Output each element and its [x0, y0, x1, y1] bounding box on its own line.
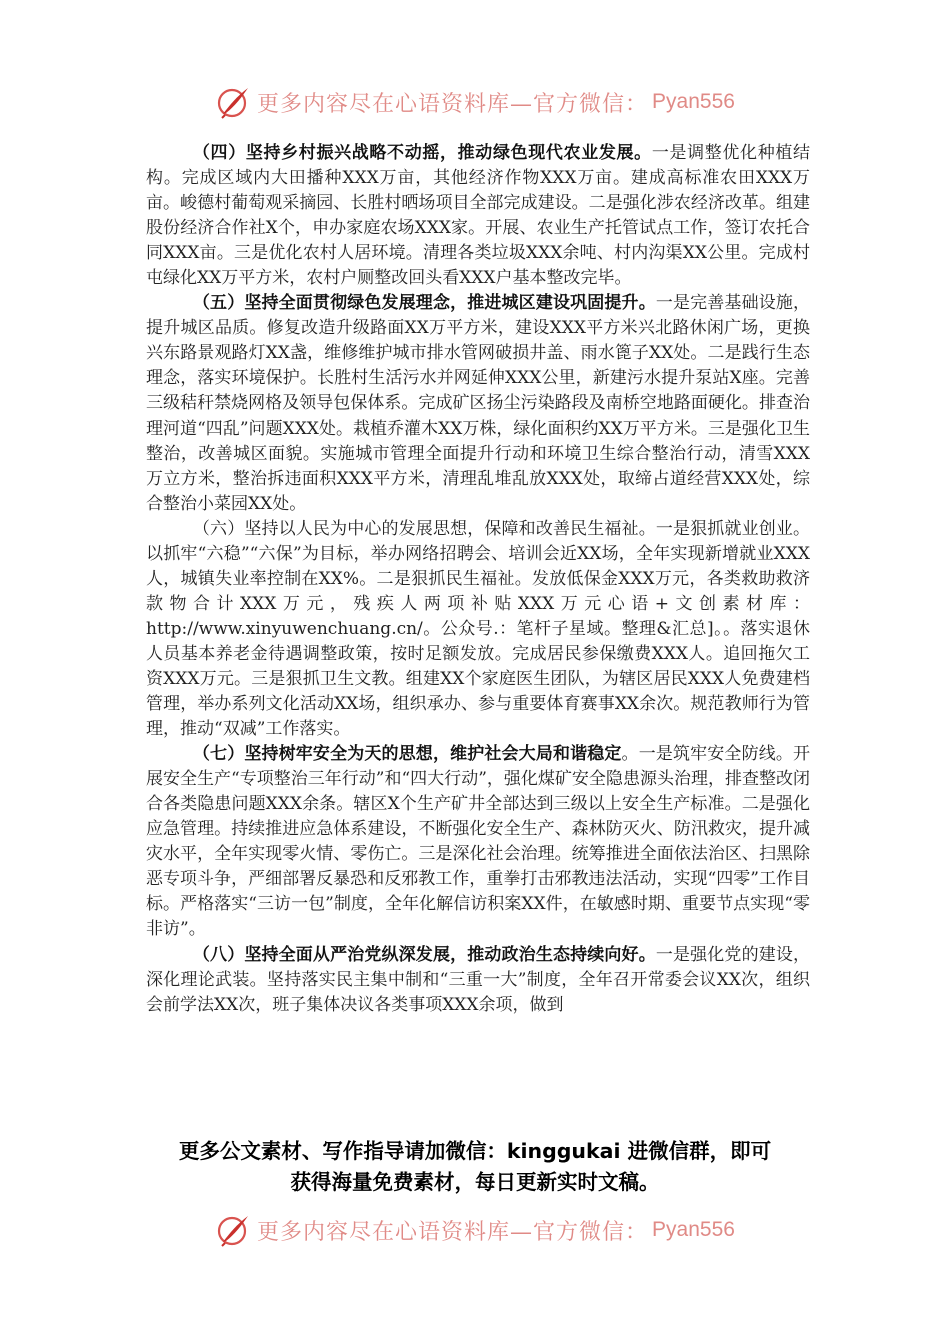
section-body: 一是狠抓就业创业。以抓牢“六稳”“六保”为目标，举办网络招聘会、培训会近XX场，全年实现新增就业XXX人，城镇失业率控制在XX%。二是狠抓民生福祉。发放低保金XXX万元，各类救助救济款物合计XXX万元，残疾人两项补贴XXX万元心语+文创素材库：http://www.xinyuwenchuang.cn/。公众号.：笔杆子星域。整理&汇总]。。落实退休人员基本养老金待遇调整政策，按时足额发放。完成居民参保缴费XXX人。追回拖欠工资XXX万元。三是狠抓卫生文教。组建XX个家庭医生团队，为辖区居民XXX人免费建档管理，举办系列文化活动XX场，组织承办、参与重要体育赛事XX余次。规范教师行为管理，推动“双减”工作落实。	[146, 518, 811, 740]
section-paragraph	[146, 141, 810, 291]
section-heading: （七）坚持树牢安全为天的思想，维护社会大局和谐稳定	[192, 744, 622, 765]
section-body: 。一是筑牢安全防线。开展安全生产“专项整治三年行动”和“四大行动”，强化煤矿安全隐患源头治理，排查整改闭合各类隐患问题XXX余条。辖区X个生产矿井全部达到三级以上安全生产标准。二是强化应急管理。持续推进应急体系建设，不断强化安全生产、森林防灭火、防汛救灾，提升减灾水平，全年实现零火情、零伤亡。三是深化社会治理。统筹推进全面依法治区、扫黑除恶专项斗争，严细部署反暴恐和反邪教工作，重拳打击邪教违法活动，实现“四零”工作目标。严格落实“三访一包”制度，全年化解信访积案XX件，在敏感时期、重要节点实现“零非访”。	[146, 744, 811, 940]
footer-banner-text: 更多内容尽在心语资料库—官方微信：	[257, 1219, 649, 1245]
section-body: 一是强化党的建设，深化理论武装。坚持落实民主集中制和“三重一大”制度，全年召开常委会议XX次，组织会前学法XX次，班子集体决议各类事项XXX余项，做到	[146, 944, 811, 1015]
section-paragraph	[146, 742, 810, 942]
section-body: 一是完善基础设施，提升城区品质。修复改造升级路面XX万平方米，建设XXX平方米兴北路休闲广场，更换兴东路景观路灯XX盏，维修维护城市排水管网破损井盖、雨水篦子XX处。二是践行生态理念，落实环境保护。长胜村生活污水并网延伸XXX公里，新建污水提升泵站X座。完善三级秸秆禁烧网格及领导包保体系。完成矿区扬尘污染路段及南桥空地路面硬化。排查治理河道“四乱”问题XXX处。栽植乔灌木XX万株，绿化面积约XX万平方米。三是强化卫生整治，改善城区面貌。实施城市管理全面提升行动和环境卫生综合整治行动，清雪XXX万立方米，整治拆违面积XXX平方米，清理乱堆乱放XXX处，取缔占道经营XXX处，综合整治小菜园XX处。	[146, 293, 811, 514]
promo-line-2: 获得海量免费素材，每日更新实时文稿。	[290, 1170, 660, 1194]
quill-logo-icon	[215, 84, 251, 120]
header-banner-text: 更多内容尽在心语资料库—官方微信：	[257, 91, 649, 117]
section-paragraph	[146, 291, 810, 516]
section-heading: （四）坚持乡村振兴战略不动摇，推动绿色现代农业发展。	[192, 143, 652, 163]
section-body: 一是调整优化种植结构。完成区域内大田播种XXX万亩，其他经济作物XXX万亩。建成高标准农田XXX万亩。峻德村葡萄观采摘园、长胜村晒场项目全部完成建设。二是强化涉农经济改革。组建股份经济合作社X个，申办家庭农场XXX家。开展、农业生产托管试点工作，签订农托合同XXX亩。三是优化农村人居环境。清理各类垃圾XXX余吨、村内沟渠XX公里。完成村屯绿化XX万平方米，农村户厕整改回头看XXX户基本整改完毕。	[146, 143, 811, 289]
document-body	[146, 141, 810, 1018]
footer-watermark-banner	[0, 1210, 950, 1250]
section-heading: （八）坚持全面从严治党纵深发展，推动政治生态持续向好。	[192, 944, 656, 965]
section-paragraph	[146, 517, 810, 742]
section-heading: （六）坚持以人民为中心的发展思想，保障和改善民生福祉。	[192, 518, 656, 539]
quill-logo-icon	[215, 1212, 251, 1248]
footer-banner-wechat-id: Pyan556	[652, 1218, 735, 1241]
header-banner-wechat-id: Pyan556	[652, 90, 735, 113]
promo-notice	[60, 1136, 890, 1198]
section-heading: （五）坚持全面贯彻绿色发展理念，推进城区建设巩固提升。	[192, 293, 656, 314]
section-paragraph	[146, 943, 810, 1018]
promo-line-1: 更多公文素材、写作指导请加微信：kinggukai 进微信群，即可	[178, 1139, 772, 1163]
header-watermark-banner	[0, 82, 950, 122]
